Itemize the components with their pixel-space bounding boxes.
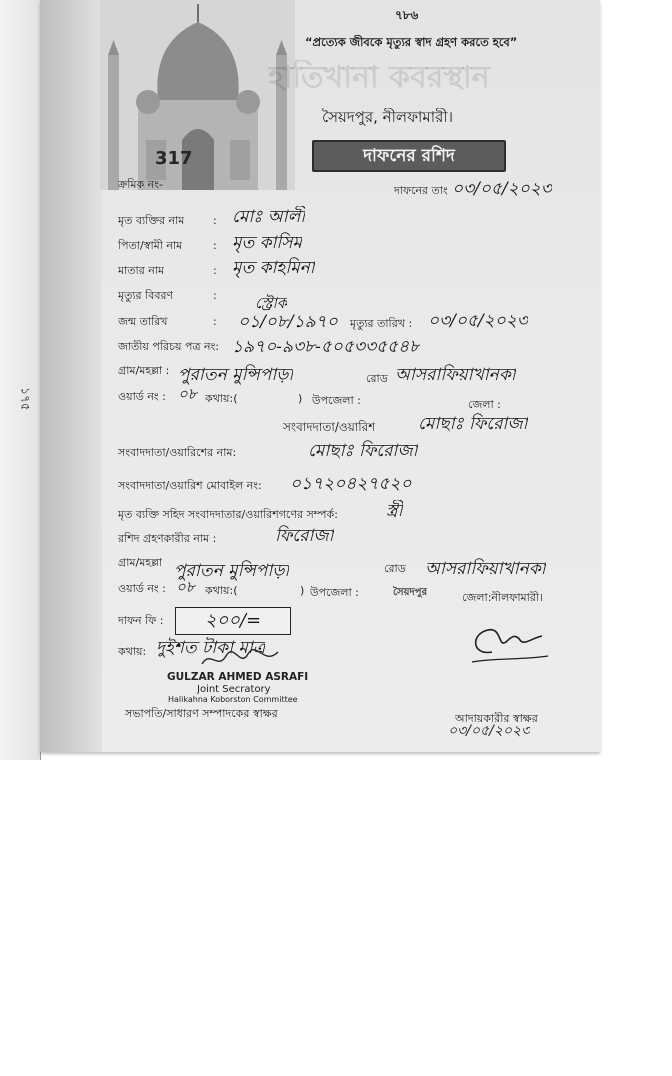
road-value: আসরাফিয়াখানকা — [395, 365, 516, 385]
mother-name-label: মাতার নাম — [118, 264, 165, 277]
nid-label: জাতীয় পরিচয় পত্র নং: — [118, 340, 220, 353]
informant-road-value: আসরাফিয়াখানকা — [425, 559, 546, 579]
fee-in-words-value: দুইশত টাকা মাত্র — [156, 638, 266, 658]
serial-number: 317 — [155, 148, 193, 169]
village-value: পুরাতন মুন্সিপাড়া — [178, 365, 294, 385]
ward-in-words-close: ) — [298, 392, 303, 405]
ward-label: ওয়ার্ড নং : — [118, 390, 166, 403]
ward-in-words-open: কথায়:( — [205, 392, 238, 405]
burial-fee-label: দাফন ফি : — [118, 614, 164, 627]
informant-ward-value: ০৮ — [176, 578, 196, 596]
receipt-title: দাফনের রশিদ — [312, 140, 506, 172]
colon: : — [213, 214, 217, 227]
informant-village-value: পুরাতন মুন্সিপাড়া — [174, 561, 290, 581]
upazila-label: উপজেলা : — [312, 394, 361, 407]
nid-value: ১৯৭০-৯৩৮-৫০৫৩৩৫৫৪৮ — [232, 337, 421, 357]
father-name-value: মৃত কাসিম — [232, 233, 302, 253]
receiver-label: রশিদ গ্রহণকারীর নাম : — [118, 532, 217, 545]
signatory-organization: Halikahna Koborston Committee — [168, 695, 298, 704]
birth-date-value: ০১/০৮/১৯৭০ — [238, 312, 338, 332]
underlying-page-edge — [0, 0, 41, 760]
informant-name-label: সংবাদদাতা/ওয়ারিশের নাম: — [118, 446, 237, 459]
ward-value: ০৮ — [178, 385, 198, 403]
informant-upazila-stamp: সৈয়দপুর — [393, 587, 428, 598]
deceased-name-value: মোঃ আলী — [232, 207, 306, 227]
receiver-value: ফিরোজা — [275, 526, 334, 546]
colon: : — [213, 264, 217, 277]
relation-value: স্ত্রী — [386, 501, 403, 521]
faded-cemetery-title: হাতিখানা কবরস্থান — [268, 60, 490, 95]
colon: : — [213, 315, 217, 328]
informant-section-value: মোছাঃ ফিরোজা — [418, 414, 528, 434]
informant-ward-in-words-open: কথায়:( — [205, 584, 238, 597]
margin-note: ১৭৫ — [18, 387, 33, 411]
signatory-name: GULZAR AHMED ASRAFI — [167, 671, 309, 683]
informant-mobile-label: সংবাদদাতা/ওয়ারিশ মোবাইল নং: — [118, 479, 262, 492]
road-label: রোড — [366, 372, 388, 385]
president-signature-label: সভাপতি/সাধারণ সম্পাদকের স্বাক্ষর — [125, 707, 278, 720]
informant-ward-in-words-close: ) — [300, 584, 305, 597]
cause-of-death-value: স্ট্রোক — [255, 294, 288, 312]
signatory-title: Joint Secratory — [197, 684, 271, 695]
death-date-value: ০৩/০৫/২০২৩ — [428, 311, 528, 331]
colon: : — [213, 239, 217, 252]
burial-date-value: ০৩/০৫/২০২৩ — [452, 179, 552, 199]
informant-mobile-value: ০১৭২০৪২৭৫২০ — [290, 474, 412, 494]
relation-label: মৃত ব্যক্তি সহিদ সংবাদদাতার/ওয়ারিশগণের সম্পর্ক: — [118, 508, 338, 521]
cause-of-death-label: মৃত্যুর বিবরণ — [118, 289, 174, 302]
location: সৈয়দপুর, নীলফামারী। — [322, 108, 453, 126]
district-label: জেলা : — [468, 398, 501, 411]
informant-section-title: সংবাদদাতা/ওয়ারিশ — [283, 420, 376, 434]
top-number: ৭৮৬ — [395, 8, 419, 22]
informant-district: জেলা:নীলফামারী। — [462, 591, 543, 604]
death-date-label: মৃত্যুর তারিখ : — [350, 317, 413, 330]
informant-village-label: গ্রাম/মহল্লা — [118, 556, 163, 569]
collector-date: ০৩/০৫/২০২৩ — [448, 723, 531, 739]
header-quote: “প্রত্যেক জীবকে মৃত্যুর স্বাদ গ্রহণ করতে হবে” — [305, 35, 518, 49]
collector-signature — [462, 622, 552, 670]
colon: : — [213, 289, 217, 302]
father-name-label: পিতা/স্বামী নাম — [118, 239, 183, 252]
serial-label: ক্রমিক নং- — [118, 178, 163, 191]
informant-upazila-label: উপজেলা : — [310, 586, 359, 599]
fee-in-words-label: কথায়: — [118, 645, 147, 658]
collector-signature-label: আদায়কারীর স্বাক্ষর — [455, 712, 538, 725]
paper-shadow-strip — [40, 0, 102, 752]
birth-date-label: জন্ম তারিখ — [118, 315, 168, 328]
monument-illustration — [100, 0, 295, 190]
burial-fee-amount: ২০০/= — [175, 607, 291, 635]
village-label: গ্রাম/মহল্লা : — [118, 364, 170, 377]
secretary-signature — [200, 646, 280, 672]
deceased-name-label: মৃত ব্যক্তির নাম — [118, 214, 185, 227]
burial-date-label: দাফনের তাং — [394, 184, 448, 197]
informant-name-value: মোছাঃ ফিরোজা — [308, 441, 418, 461]
mother-name-value: মৃত কাহমিনা — [232, 258, 315, 278]
informant-road-label: রোড — [384, 562, 406, 575]
informant-ward-label: ওয়ার্ড নং : — [118, 582, 166, 595]
